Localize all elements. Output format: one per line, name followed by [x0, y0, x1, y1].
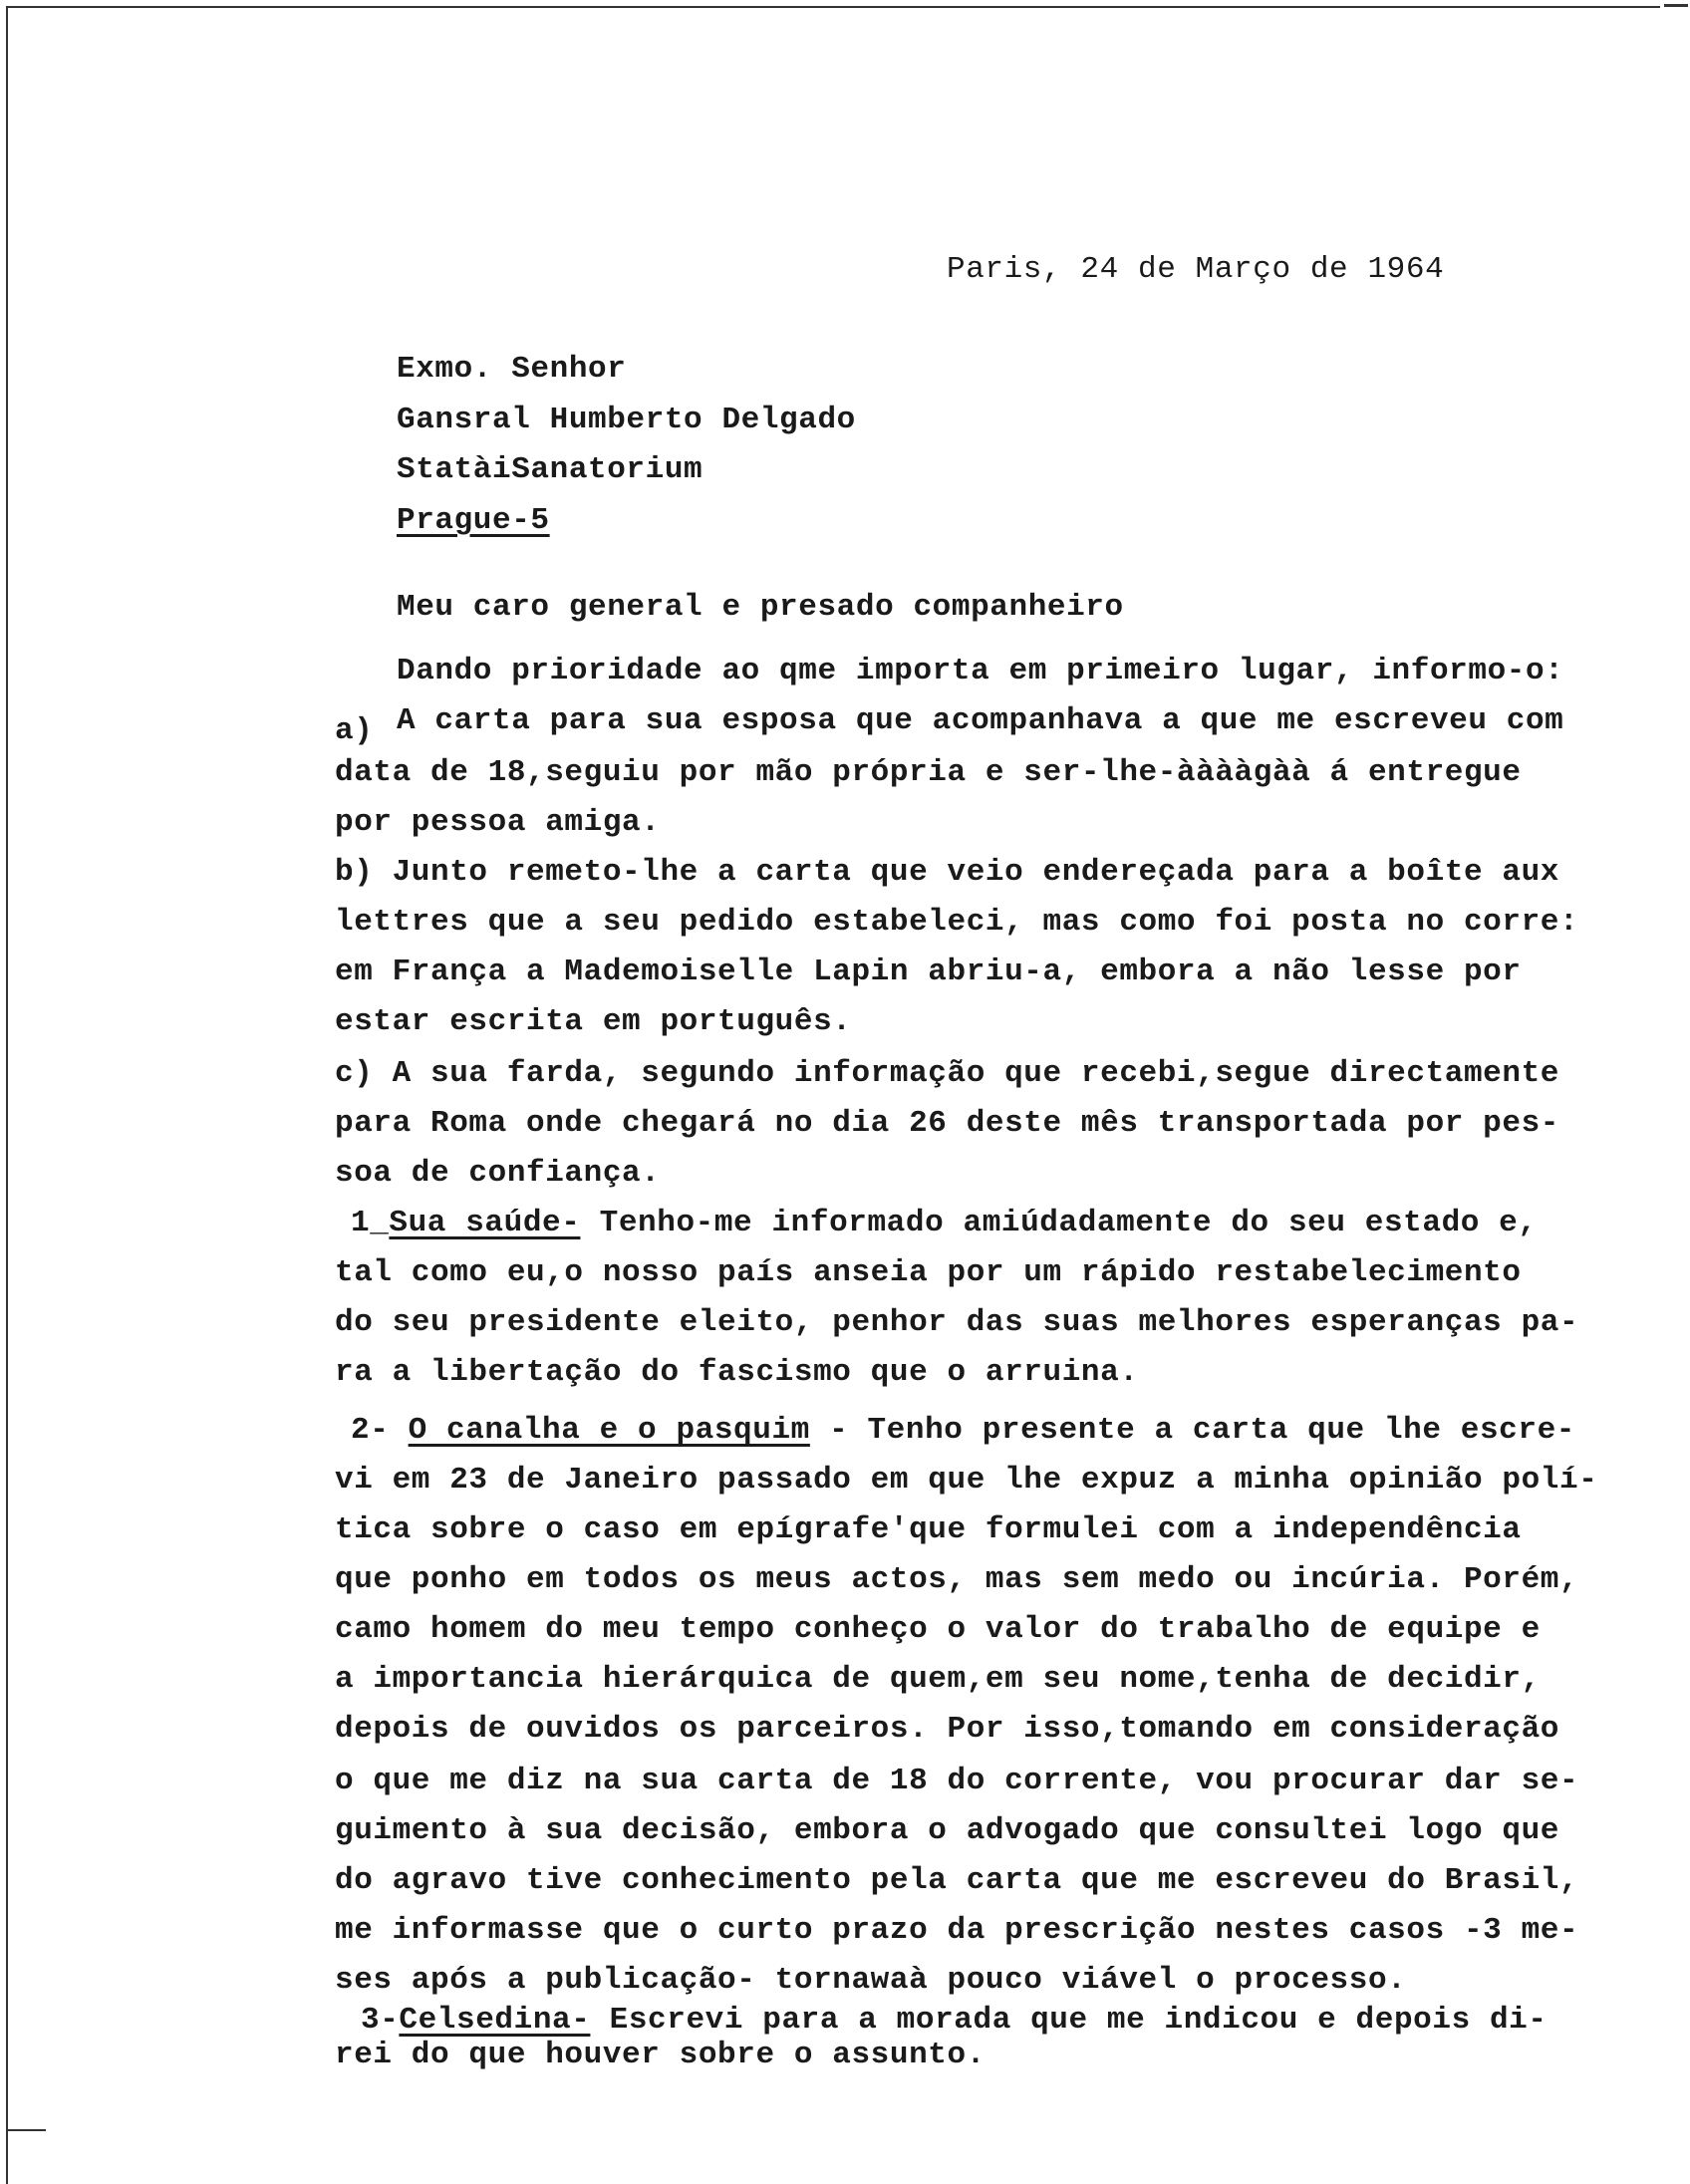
item-a-label: a) — [335, 713, 374, 748]
address-line-4: Prague-5 — [397, 503, 550, 538]
section-2-line-5: camo homem do meu tempo conheço o valor do trabalho de equipe e — [335, 1612, 1541, 1647]
section-3-text: Escrevi para a morada que me indicou e depois di- — [590, 2003, 1548, 2038]
item-b-line-1: b) Junto remeto-lhe a carta que veio endereçada para a boîte aux — [335, 855, 1559, 890]
item-a-line-2: data de 18,seguiu por mão própria e ser-lhe-ààààgàà á entregue — [335, 755, 1522, 790]
section-2-line-10: do agravo tive conhecimento pela carta que me escreveu do Brasil, — [335, 1863, 1579, 1898]
section-2-line-8: o que me diz na sua carta de 18 do corrente, vou procurar dar se- — [335, 1764, 1579, 1798]
section-2-text: - Tenho presente a carta que lhe escre- — [809, 1413, 1575, 1448]
address-line-3: StatàiSanatorium — [397, 452, 704, 487]
item-c-line-3: soa de confiança. — [335, 1156, 661, 1191]
section-1-text: Tenho-me informado amiúdadamente do seu estado e, — [580, 1206, 1538, 1240]
section-1-line-4: ra a libertação do fascismo que o arruina. — [335, 1355, 1139, 1390]
section-2-line-6: a importancia hierárquica de quem,em seu nome,tenha de decidir, — [335, 1662, 1541, 1697]
section-2-line-7: depois de ouvidos os parceiros. Por isso,tomando em consideração — [335, 1712, 1559, 1747]
section-2-line-3: tica sobre o caso em epígrafe'que formulei com a independência — [335, 1512, 1522, 1547]
date-line: Paris, 24 de Março de 1964 — [947, 252, 1445, 287]
section-1-number: 1_ — [351, 1206, 390, 1240]
section-3-first-line — [361, 2003, 1548, 2039]
item-c-line-1: c) A sua farda, segundo informação que recebi,segue directamente — [335, 1056, 1559, 1091]
item-b-line-4: estar escrita em português. — [335, 1004, 852, 1039]
item-a-line-3: por pessoa amiga. — [335, 805, 661, 840]
section-2-first-line — [351, 1413, 1575, 1449]
item-b-line-3: em França a Mademoiselle Lapin abriu-a, embora a não lesse por — [335, 955, 1522, 989]
section-1-line-2: tal como eu,o nosso país anseia por um rápido restabelecimento — [335, 1255, 1522, 1290]
address-line-2: Gansral Humberto Delgado — [397, 403, 856, 437]
section-2-line-9: guimento à sua decisão, embora o advogado que consultei logo que — [335, 1813, 1559, 1848]
section-3-title: Celsedina- — [399, 2003, 591, 2038]
item-a-line-1: A carta para sua esposa que acompanhava a que me escreveu com — [397, 703, 1564, 738]
section-2-line-12: ses após a publicação- tornawaà pouco viável o processo. — [335, 1963, 1407, 1998]
intro-line: Dando prioridade ao qme importa em primeiro lugar, informo-o: — [397, 654, 1564, 688]
section-2-number: 2- — [351, 1413, 409, 1448]
section-3-number: 3- — [361, 2003, 400, 2038]
salutation: Meu caro general e presado companheiro — [397, 590, 1124, 625]
section-3-line-2: rei do que houver sobre o assunto. — [335, 2038, 986, 2072]
section-1-line-3: do seu presidente eleito, penhor das suas melhores esperanças pa- — [335, 1305, 1579, 1340]
section-2-title: O canalha e o pasquim — [408, 1413, 810, 1448]
section-2-line-11: me informasse que o curto prazo da prescrição nestes casos -3 me- — [335, 1913, 1579, 1948]
address-line-1: Exmo. Senhor — [397, 352, 627, 387]
item-b-line-2: lettres que a seu pedido estabeleci, mas como foi posta no corre: — [335, 905, 1579, 940]
section-1-title: Sua saúde- — [389, 1206, 581, 1240]
section-2-line-2: vi em 23 de Janeiro passado em que lhe expuz a minha opinião polí- — [335, 1463, 1598, 1498]
item-c-line-2: para Roma onde chegará no dia 26 deste mês transportada por pes- — [335, 1106, 1559, 1141]
section-1-first-line — [351, 1206, 1538, 1241]
section-2-line-4: que ponho em todos os meus actos, mas sem medo ou incúria. Porém, — [335, 1562, 1579, 1597]
